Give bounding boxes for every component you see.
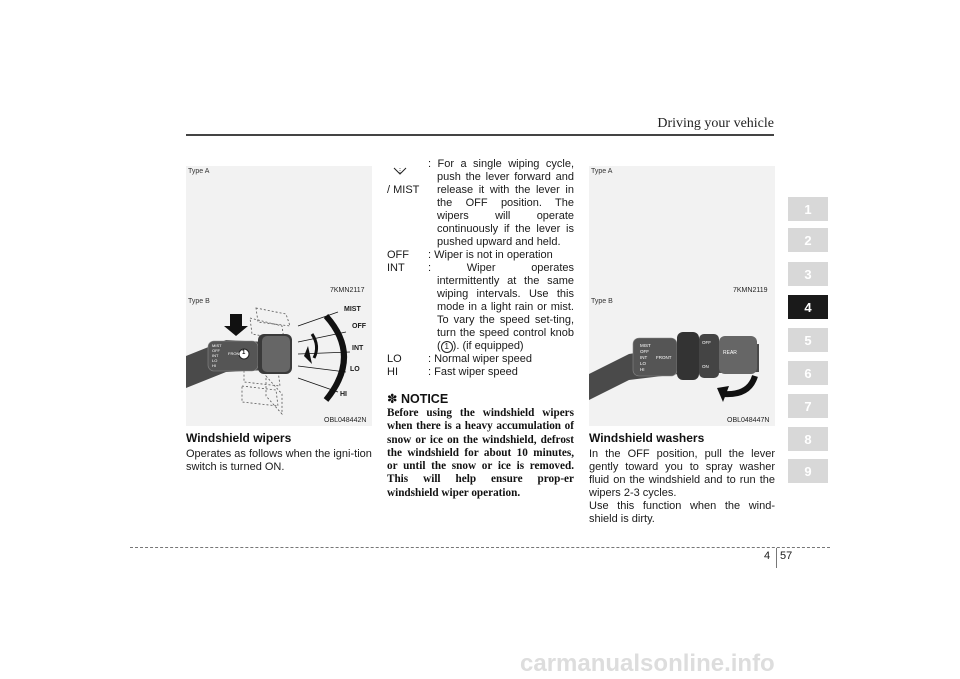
scale-label-lo: LO	[350, 366, 360, 373]
knob-number-circle: 1	[441, 341, 453, 353]
def-term-int: INT	[387, 262, 405, 274]
chapter-tab-7[interactable]: 7	[788, 394, 828, 418]
def-desc-off: : Wiper is not in operation	[428, 249, 553, 261]
lever-label-mist: MIST	[212, 343, 222, 348]
section-heading-wipers: Windshield wipers	[186, 431, 292, 445]
figure-code: OBL048442N	[324, 417, 367, 424]
chapter-tab-8[interactable]: 8	[788, 427, 828, 451]
section-heading-washers: Windshield washers	[589, 431, 705, 445]
def-desc-int: : Wiper operates intermittently at the same wiping intervals. Use this mode in a light rain or mist. To vary the speed set-ting, turn the speed control knob ( 1 ). (if equipped)	[428, 262, 574, 352]
chapter-tab-2[interactable]: 2	[788, 228, 828, 252]
lever-label-rear: REAR	[723, 350, 737, 356]
lever-label-off: OFF	[640, 349, 649, 354]
notice-title: ✽ NOTICE	[387, 392, 449, 406]
washer-lever-illustration	[589, 296, 775, 426]
chapter-tab-9[interactable]: 9	[788, 459, 828, 483]
lever-label-lo: LO	[640, 361, 647, 366]
chapter-tab-4[interactable]: 4	[788, 295, 828, 319]
figure-code: OBL048447N	[727, 417, 770, 424]
chapter-tab-1[interactable]: 1	[788, 197, 828, 221]
washers-body-1: In the OFF position, pull the lever gently toward you to spray washer fluid on the windshield and to run the wipers 2-3 cycles.	[589, 448, 775, 499]
wipers-intro: Operates as follows when the igni-tion switch is turned ON.	[186, 448, 372, 473]
running-header: Driving your vehicle	[657, 116, 774, 131]
wiper-mode-definitions	[387, 158, 574, 379]
notice-body: Before using the windshield wipers when there is a heavy accumulation of snow or ice on the windshield, defrost the windshield for about 10 minutes, or until the snow or ice is removed. This will help ensure prop-er windshield wiper operation.	[387, 407, 574, 499]
single-wipe-icon	[393, 166, 407, 176]
figure-washer-type-a	[589, 166, 775, 296]
def-term-off: OFF	[387, 249, 409, 261]
speed-knob-number: 1	[242, 350, 246, 356]
def-term-lo: LO	[387, 353, 402, 365]
scale-label-off: OFF	[352, 323, 366, 330]
lever-label-hi: HI	[212, 363, 216, 368]
lever-label-hi: HI	[640, 367, 645, 372]
figure-code: 7KMN2117	[330, 287, 365, 294]
figure-type-label: Type A	[188, 168, 210, 175]
lever-label-off: OFF	[212, 348, 220, 353]
chapter-tab-5[interactable]: 5	[788, 328, 828, 352]
def-lo	[387, 353, 574, 366]
def-mist	[387, 158, 574, 249]
def-desc-lo: : Normal wiper speed	[428, 353, 532, 365]
figure-type-label: Type A	[591, 168, 613, 175]
footer-divider	[776, 548, 777, 568]
def-desc-hi: : Fast wiper speed	[428, 366, 518, 378]
chapter-tab-6[interactable]: 6	[788, 361, 828, 385]
def-term-mist: / MIST	[387, 184, 420, 196]
scale-label-int: INT	[352, 345, 364, 352]
lever-label-front: FRONT	[656, 355, 672, 360]
def-off	[387, 249, 574, 262]
lever-label-rear-off: OFF	[702, 340, 711, 345]
chapter-tab-3[interactable]: 3	[788, 262, 828, 286]
figure-wiper-type-a	[186, 166, 372, 296]
lever-label-on: ON	[702, 364, 709, 369]
footer-rule	[130, 547, 830, 548]
figure-type-label: Type B	[188, 298, 210, 305]
def-term-hi: HI	[387, 366, 398, 378]
washers-body-2: Use this function when the wind-shield is dirty.	[589, 500, 775, 525]
def-desc-mist: : For a single wiping cycle, push the lever forward and release it with the lever in the OFF position. The wipers will operate continuously if the lever is pushed upward and held.	[428, 158, 574, 248]
lever-label-lo: LO	[212, 358, 218, 363]
lever-label-front: FRONT	[228, 351, 242, 356]
def-int	[387, 262, 574, 353]
figure-washer-type-b	[589, 296, 775, 426]
figure-code: 7KMN2119	[733, 287, 768, 294]
scale-label-hi: HI	[340, 391, 347, 398]
lever-label-mist: MIST	[640, 343, 651, 348]
footer-page-number: 57	[780, 550, 793, 562]
header-rule	[186, 134, 774, 136]
scale-label-mist: MIST	[344, 306, 361, 313]
def-hi	[387, 366, 574, 379]
lever-label-int: INT	[640, 355, 648, 360]
footer-chapter-number: 4	[764, 550, 771, 562]
watermark: carmanualsonline.info	[520, 650, 775, 677]
figure-type-label: Type B	[591, 298, 613, 305]
lever-label-int: INT	[212, 353, 219, 358]
